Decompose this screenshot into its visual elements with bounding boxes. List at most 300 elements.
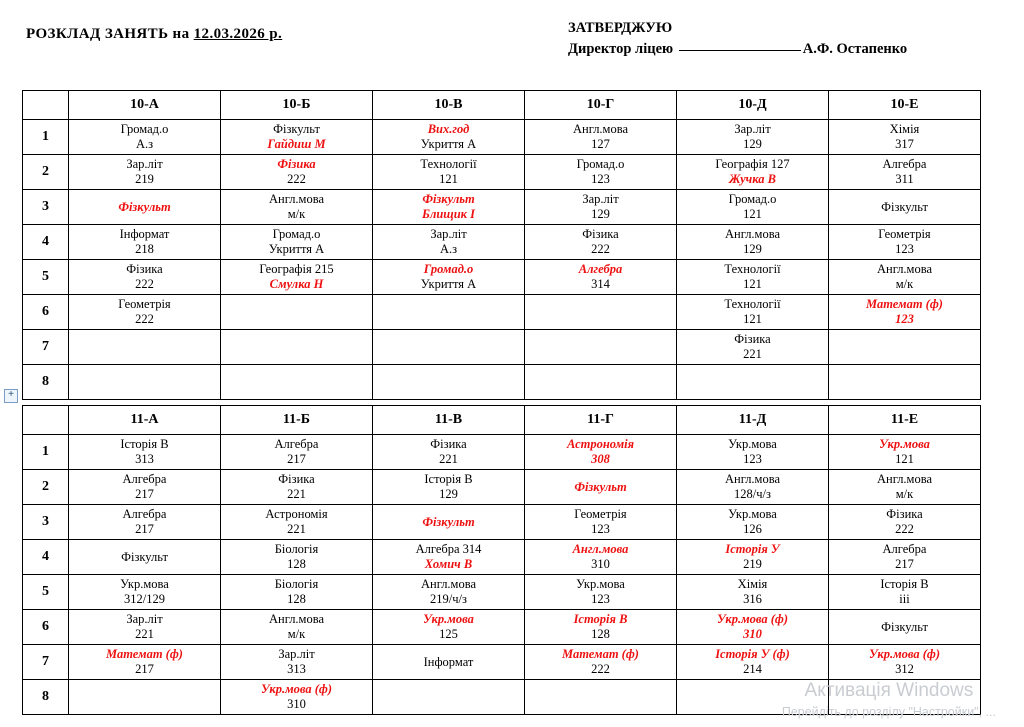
lesson-number: 7	[23, 645, 69, 680]
lesson-room-or-teacher: 222	[895, 522, 914, 536]
lesson-cell[interactable]	[221, 260, 373, 295]
table-header-row	[23, 91, 981, 120]
lesson-cell[interactable]	[677, 435, 829, 470]
lesson-room-or-teacher: 310	[743, 627, 762, 641]
lesson-cell[interactable]	[829, 540, 981, 575]
lesson-subject: Фізика	[126, 262, 163, 277]
lesson-subject: Математ (ф)	[866, 297, 943, 312]
lesson-room-or-teacher: 221	[287, 522, 306, 536]
table-body	[23, 435, 981, 715]
lesson-subject: Алгебра	[882, 542, 927, 557]
lesson-cell[interactable]	[69, 435, 221, 470]
lesson-cell[interactable]	[69, 505, 221, 540]
lesson-subject: Історія В	[120, 437, 169, 452]
lesson-number: 2	[23, 470, 69, 505]
lesson-subject: Фізкульт	[422, 192, 475, 207]
lesson-room-or-teacher: 214	[743, 662, 762, 676]
lesson-subject: Зар.літ	[126, 612, 163, 627]
lesson-subject: Англ.мова	[724, 472, 781, 487]
lesson-cell[interactable]	[829, 610, 981, 645]
lesson-room-or-teacher: 310	[591, 557, 610, 571]
lesson-subject: Укр.мова (ф)	[260, 682, 333, 697]
lesson-room-or-teacher: 317	[895, 137, 914, 151]
lesson-cell[interactable]	[525, 155, 677, 190]
lesson-subject: Хімія	[737, 577, 768, 592]
lesson-cell[interactable]	[373, 365, 525, 400]
lesson-subject: Фізкульт	[118, 199, 171, 214]
lesson-cell[interactable]	[829, 575, 981, 610]
lesson-cell[interactable]	[373, 505, 525, 540]
lesson-cell[interactable]	[525, 575, 677, 610]
lesson-cell[interactable]	[221, 610, 373, 645]
lesson-subject: Алгебра	[882, 157, 927, 172]
table-row	[23, 120, 981, 155]
lesson-subject: Фізика	[277, 157, 316, 172]
lesson-subject: Фізкульт	[881, 619, 928, 634]
lesson-cell[interactable]	[221, 120, 373, 155]
lesson-room-or-teacher: 121	[743, 277, 762, 291]
lesson-cell[interactable]	[829, 680, 981, 715]
table-row	[23, 190, 981, 225]
lesson-subject: Алгебра 314	[415, 542, 482, 557]
lesson-cell[interactable]	[373, 645, 525, 680]
table-row	[23, 610, 981, 645]
lesson-room-or-teacher: 123	[743, 452, 762, 466]
lesson-subject: Географія 215	[259, 262, 334, 277]
lesson-subject: Алгебра	[578, 262, 623, 277]
lesson-room-or-teacher: 312	[895, 662, 914, 676]
lesson-subject: Укр.мова	[728, 507, 777, 522]
approval-block	[568, 20, 907, 58]
lesson-cell[interactable]	[525, 435, 677, 470]
table-row	[23, 225, 981, 260]
lesson-cell[interactable]	[677, 260, 829, 295]
lesson-number-header	[23, 91, 69, 120]
lesson-subject: Історія В	[880, 577, 929, 592]
lesson-cell[interactable]	[525, 645, 677, 680]
approval-name: А.Ф. Остапенко	[802, 41, 908, 57]
lesson-number: 7	[23, 330, 69, 365]
lesson-cell[interactable]	[373, 190, 525, 225]
lesson-room-or-teacher: 129	[743, 242, 762, 256]
table-body	[23, 120, 981, 400]
lesson-subject: Алгебра	[122, 507, 167, 522]
table-row	[23, 505, 981, 540]
lesson-subject: Укр.мова	[120, 577, 169, 592]
lesson-cell[interactable]	[221, 295, 373, 330]
class-column-header: 11-В	[373, 406, 525, 435]
class-column-header: 11-А	[69, 406, 221, 435]
lesson-room-or-teacher: 222	[591, 662, 610, 676]
lesson-subject: Фізкульт	[273, 122, 320, 137]
lesson-cell[interactable]	[677, 295, 829, 330]
lesson-cell[interactable]	[829, 470, 981, 505]
lesson-room-or-teacher: А.з	[135, 137, 154, 151]
lesson-cell[interactable]	[69, 225, 221, 260]
lesson-cell[interactable]	[677, 645, 829, 680]
lesson-subject: Фізика	[886, 507, 923, 522]
lesson-cell[interactable]	[69, 120, 221, 155]
lesson-room-or-teacher: 128/ч/з	[734, 487, 771, 501]
lesson-subject: Зар.літ	[734, 122, 771, 137]
lesson-room-or-teacher: 217	[135, 662, 154, 676]
lesson-cell[interactable]	[525, 260, 677, 295]
lesson-room-or-teacher: 126	[743, 522, 762, 536]
lesson-number: 2	[23, 155, 69, 190]
lesson-cell[interactable]	[69, 365, 221, 400]
lesson-cell[interactable]	[373, 225, 525, 260]
lesson-cell[interactable]	[373, 680, 525, 715]
lesson-room-or-teacher: Гайдиш М	[267, 137, 326, 151]
lesson-cell[interactable]	[829, 365, 981, 400]
lesson-cell[interactable]	[677, 225, 829, 260]
lesson-room-or-teacher: 311	[895, 172, 914, 186]
class-column-header: 10-Д	[677, 91, 829, 120]
lesson-cell[interactable]	[525, 190, 677, 225]
lesson-subject: Технології	[724, 262, 781, 277]
lesson-cell[interactable]	[829, 190, 981, 225]
lesson-number: 3	[23, 505, 69, 540]
lesson-cell[interactable]	[221, 505, 373, 540]
lesson-subject: Геометрія	[878, 227, 931, 242]
lesson-number: 8	[23, 365, 69, 400]
lesson-cell[interactable]	[221, 155, 373, 190]
lesson-cell[interactable]	[525, 680, 677, 715]
lesson-subject: Англ.мова	[876, 262, 933, 277]
lesson-cell[interactable]	[677, 330, 829, 365]
class-column-header: 10-В	[373, 91, 525, 120]
lesson-cell[interactable]	[373, 260, 525, 295]
lesson-number: 6	[23, 610, 69, 645]
class-column-header: 10-Б	[221, 91, 373, 120]
table-row	[23, 155, 981, 190]
table-row	[23, 435, 981, 470]
lesson-room-or-teacher: Блищик І	[422, 207, 475, 221]
lesson-room-or-teacher: 219	[135, 172, 154, 186]
lesson-room-or-teacher: м/к	[895, 487, 914, 501]
lesson-cell[interactable]	[69, 295, 221, 330]
lesson-subject: Інформат	[423, 654, 474, 669]
lesson-subject: Хімія	[889, 122, 920, 137]
lesson-subject: Біологія	[274, 542, 319, 557]
table-row	[23, 575, 981, 610]
lesson-subject: Астрономія	[566, 437, 635, 452]
lesson-room-or-teacher: 219	[743, 557, 762, 571]
lesson-subject: Англ.мова	[420, 577, 477, 592]
lesson-subject: Інформат	[119, 227, 170, 242]
lesson-subject: Англ.мова	[268, 192, 325, 207]
lesson-room-or-teacher: 123	[591, 522, 610, 536]
lesson-room-or-teacher: 222	[135, 312, 154, 326]
document-header	[0, 20, 1024, 78]
lesson-room-or-teacher: 217	[287, 452, 306, 466]
lesson-room-or-teacher: Хомич В	[424, 557, 473, 571]
lesson-subject: Укр.мова	[576, 577, 625, 592]
lesson-cell[interactable]	[677, 470, 829, 505]
lesson-cell[interactable]	[677, 575, 829, 610]
lesson-cell[interactable]	[525, 120, 677, 155]
lesson-subject: Фізика	[430, 437, 467, 452]
lesson-room-or-teacher: 222	[135, 277, 154, 291]
lesson-subject: Укр.мова	[728, 437, 777, 452]
class-column-header: 11-Г	[525, 406, 677, 435]
lesson-cell[interactable]	[69, 680, 221, 715]
lesson-cell[interactable]	[69, 470, 221, 505]
class-column-header: 11-Д	[677, 406, 829, 435]
lesson-room-or-teacher: 128	[287, 592, 306, 606]
lesson-room-or-teacher: 310	[287, 697, 306, 711]
lesson-cell[interactable]	[677, 155, 829, 190]
lesson-subject: Геометрія	[574, 507, 627, 522]
lesson-subject: Громад.о	[272, 227, 321, 242]
signature-rule	[679, 50, 801, 51]
lesson-subject: Математ (ф)	[562, 647, 639, 662]
lesson-cell[interactable]	[221, 575, 373, 610]
lesson-number: 6	[23, 295, 69, 330]
lesson-cell[interactable]	[373, 330, 525, 365]
lesson-cell[interactable]	[373, 470, 525, 505]
table-row	[23, 330, 981, 365]
lesson-subject: Зар.літ	[126, 157, 163, 172]
lesson-subject: Зар.літ	[430, 227, 467, 242]
table-row	[23, 470, 981, 505]
lesson-room-or-teacher: 129	[439, 487, 458, 501]
lesson-cell[interactable]	[373, 120, 525, 155]
lesson-cell[interactable]	[373, 575, 525, 610]
lesson-cell[interactable]	[677, 190, 829, 225]
lesson-subject: Історія У (ф)	[715, 647, 790, 662]
lesson-room-or-teacher: 312/129	[124, 592, 165, 606]
lesson-number-header	[23, 406, 69, 435]
lesson-room-or-teacher: 308	[591, 452, 610, 466]
lesson-room-or-teacher: Смулка Н	[269, 277, 324, 291]
lesson-cell[interactable]	[525, 225, 677, 260]
lesson-cell[interactable]	[221, 330, 373, 365]
lesson-cell[interactable]	[373, 540, 525, 575]
lesson-cell[interactable]	[69, 330, 221, 365]
lesson-room-or-teacher: 313	[135, 452, 154, 466]
lesson-cell[interactable]	[525, 505, 677, 540]
lesson-subject: Англ.мова	[724, 227, 781, 242]
lesson-number: 1	[23, 435, 69, 470]
lesson-room-or-teacher: 121	[439, 172, 458, 186]
lesson-subject: Астрономія	[265, 507, 328, 522]
lesson-cell[interactable]	[677, 610, 829, 645]
lesson-cell[interactable]	[69, 610, 221, 645]
lesson-subject: Алгебра	[274, 437, 319, 452]
lesson-cell[interactable]	[69, 575, 221, 610]
lesson-cell[interactable]	[829, 330, 981, 365]
lesson-cell[interactable]	[829, 295, 981, 330]
lesson-subject: Історія У	[725, 542, 780, 557]
lesson-subject: Укр.мова (ф)	[716, 612, 789, 627]
lesson-cell[interactable]	[373, 155, 525, 190]
class-column-header: 11-Б	[221, 406, 373, 435]
schedule-table-grade-10	[22, 90, 981, 400]
lesson-cell[interactable]	[221, 435, 373, 470]
lesson-cell[interactable]	[525, 295, 677, 330]
lesson-room-or-teacher: 314	[591, 277, 610, 291]
watermark-line-1: Активація Windows	[804, 680, 974, 701]
lesson-subject: Зар.літ	[582, 192, 619, 207]
class-column-header: 11-Е	[829, 406, 981, 435]
lesson-subject: Геометрія	[118, 297, 171, 312]
lesson-room-or-teacher: м/к	[287, 207, 306, 221]
lesson-room-or-teacher: 121	[743, 207, 762, 221]
lesson-cell[interactable]	[221, 225, 373, 260]
lesson-cell[interactable]	[221, 470, 373, 505]
lesson-cell[interactable]	[525, 365, 677, 400]
lesson-subject: Громад.о	[120, 122, 169, 137]
lesson-subject: Фізика	[278, 472, 315, 487]
class-column-header: 10-Г	[525, 91, 677, 120]
lesson-subject: Історія В	[424, 472, 473, 487]
table-move-handle-icon[interactable]: +	[4, 389, 18, 403]
approval-signature-line	[568, 41, 907, 58]
lesson-number: 3	[23, 190, 69, 225]
lesson-room-or-teacher: м/к	[287, 627, 306, 641]
lesson-subject: Англ.мова	[572, 122, 629, 137]
lesson-cell[interactable]	[829, 155, 981, 190]
lesson-subject: Фізкульт	[881, 199, 928, 214]
lesson-room-or-teacher: 222	[591, 242, 610, 256]
lesson-number: 5	[23, 260, 69, 295]
lesson-subject: Географія 127	[715, 157, 790, 172]
lesson-subject: Фізика	[734, 332, 771, 347]
lesson-cell[interactable]	[677, 680, 829, 715]
lesson-room-or-teacher: 123	[591, 592, 610, 606]
lesson-subject: Громад.о	[423, 262, 474, 277]
lesson-number: 4	[23, 225, 69, 260]
lesson-cell[interactable]	[525, 540, 677, 575]
lesson-subject: Укр.мова	[423, 612, 474, 627]
lesson-cell[interactable]	[373, 435, 525, 470]
lesson-cell[interactable]	[677, 505, 829, 540]
lesson-room-or-teacher: 125	[439, 627, 458, 641]
lesson-room-or-teacher: 217	[135, 522, 154, 536]
lesson-cell[interactable]	[829, 225, 981, 260]
lesson-room-or-teacher: 221	[743, 347, 762, 361]
lesson-cell[interactable]	[677, 540, 829, 575]
lesson-room-or-teacher: 123	[895, 242, 914, 256]
lesson-number: 1	[23, 120, 69, 155]
lesson-subject: Фізкульт	[422, 514, 475, 529]
lesson-subject: Історія В	[573, 612, 628, 627]
lesson-subject: Англ.мова	[572, 542, 629, 557]
table-row	[23, 540, 981, 575]
lesson-subject: Математ (ф)	[106, 647, 183, 662]
lesson-room-or-teacher: Укриття А	[268, 242, 325, 256]
watermark-line-2: Перейдіть до розділу "Настройки", ...	[781, 705, 996, 719]
lesson-subject: Алгебра	[122, 472, 167, 487]
lesson-room-or-teacher: 221	[287, 487, 306, 501]
lesson-room-or-teacher: 123	[895, 312, 914, 326]
lesson-cell[interactable]	[829, 645, 981, 680]
lesson-room-or-teacher: м/к	[895, 277, 914, 291]
lesson-subject: Біологія	[274, 577, 319, 592]
lesson-cell[interactable]	[677, 120, 829, 155]
lesson-room-or-teacher: 221	[135, 627, 154, 641]
lesson-number: 4	[23, 540, 69, 575]
lesson-subject: Технології	[724, 297, 781, 312]
approval-role: Директор ліцею	[568, 41, 677, 57]
lesson-cell[interactable]	[69, 155, 221, 190]
class-column-header: 10-Е	[829, 91, 981, 120]
table-row	[23, 260, 981, 295]
lesson-cell[interactable]	[221, 540, 373, 575]
class-column-header: 10-А	[69, 91, 221, 120]
lesson-room-or-teacher: 219/ч/з	[430, 592, 467, 606]
lesson-cell[interactable]	[69, 260, 221, 295]
lesson-cell[interactable]	[829, 435, 981, 470]
lesson-cell[interactable]	[221, 680, 373, 715]
lesson-room-or-teacher: 217	[895, 557, 914, 571]
lesson-room-or-teacher: Укриття А	[420, 277, 477, 291]
page-title	[26, 26, 282, 43]
approval-heading: ЗАТВЕРДЖУЮ	[568, 20, 673, 36]
lesson-subject: Фізкульт	[121, 549, 168, 564]
lesson-room-or-teacher: 313	[287, 662, 306, 676]
lesson-cell[interactable]	[69, 645, 221, 680]
lesson-number: 8	[23, 680, 69, 715]
table-header-row	[23, 406, 981, 435]
lesson-room-or-teacher: Жучка В	[729, 172, 776, 186]
schedule-table-grade-11	[22, 405, 981, 715]
lesson-cell[interactable]	[829, 120, 981, 155]
lesson-cell[interactable]	[69, 540, 221, 575]
lesson-cell[interactable]	[677, 365, 829, 400]
lesson-room-or-teacher: 217	[135, 487, 154, 501]
lesson-subject: Громад.о	[728, 192, 777, 207]
lesson-cell[interactable]	[829, 260, 981, 295]
lesson-cell[interactable]	[221, 645, 373, 680]
lesson-subject: Фізкульт	[574, 479, 627, 494]
lesson-subject: Укр.мова (ф)	[868, 647, 941, 662]
lesson-number: 5	[23, 575, 69, 610]
lesson-room-or-teacher: 121	[743, 312, 762, 326]
lesson-room-or-teacher: 128	[287, 557, 306, 571]
lesson-cell[interactable]	[373, 295, 525, 330]
lesson-cell[interactable]	[221, 365, 373, 400]
table-row	[23, 365, 981, 400]
lesson-room-or-teacher: 218	[135, 242, 154, 256]
lesson-cell[interactable]	[373, 610, 525, 645]
lesson-cell[interactable]	[221, 190, 373, 225]
lesson-room-or-teacher: 222	[287, 172, 306, 186]
lesson-cell[interactable]	[525, 610, 677, 645]
lesson-room-or-teacher: ііі	[899, 592, 910, 606]
lesson-subject: Зар.літ	[278, 647, 315, 662]
lesson-subject: Вих.год	[427, 122, 470, 137]
lesson-cell[interactable]	[525, 330, 677, 365]
table-row	[23, 680, 981, 715]
page-title-prefix: РОЗКЛАД ЗАНЯТЬ на	[26, 26, 194, 42]
page-title-date: 12.03.2026 р.	[193, 26, 283, 42]
lesson-cell[interactable]	[525, 470, 677, 505]
lesson-room-or-teacher: Укриття А	[420, 137, 477, 151]
lesson-subject: Англ.мова	[876, 472, 933, 487]
lesson-room-or-teacher: 121	[895, 452, 914, 466]
lesson-subject: Фізика	[582, 227, 619, 242]
lesson-cell[interactable]	[829, 505, 981, 540]
lesson-subject: Технології	[420, 157, 477, 172]
lesson-room-or-teacher: 123	[591, 172, 610, 186]
lesson-room-or-teacher: А.з	[439, 242, 458, 256]
lesson-room-or-teacher: 129	[743, 137, 762, 151]
lesson-subject: Англ.мова	[268, 612, 325, 627]
lesson-cell[interactable]	[69, 190, 221, 225]
lesson-room-or-teacher: 221	[439, 452, 458, 466]
